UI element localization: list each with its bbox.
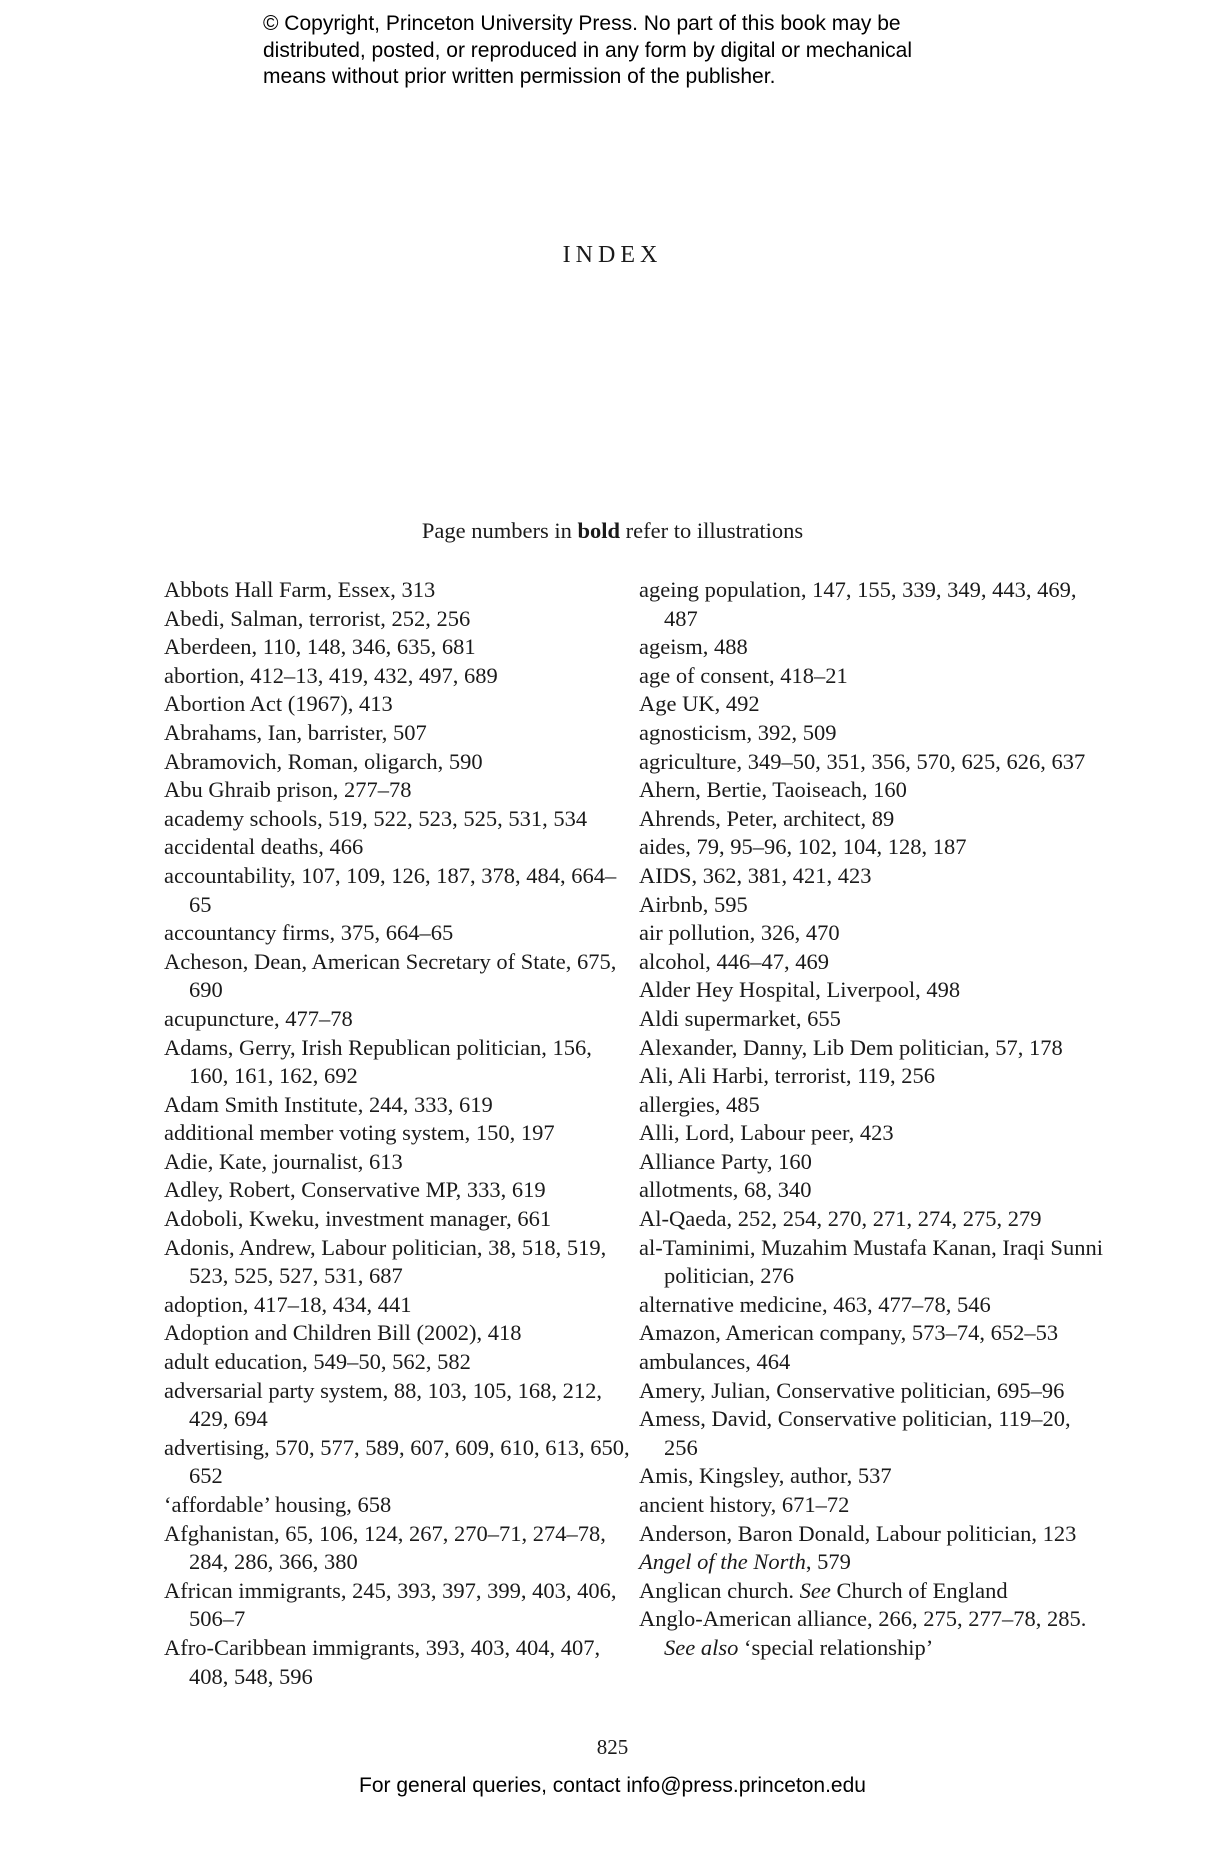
- index-entries-right: [639, 576, 1109, 1462]
- see-also-reference: See also: [664, 1634, 739, 1660]
- index-entry: Adam Smith Institute, 244, 333, 619: [164, 1091, 493, 1117]
- copyright-line: means without prior written permission of the publisher.: [263, 65, 776, 88]
- copyright-line: distributed, posted, or reproduced in any form by digital or mechanical: [263, 38, 913, 62]
- index-entry: Abrahams, Ian, barrister, 507: [164, 719, 427, 745]
- book-title: Angel of the North: [639, 1549, 806, 1575]
- index-entry: ‘affordable’ housing, 658: [164, 1492, 392, 1517]
- index-entry: adversarial party system, 88, 103, 105, 168, 212, 429, 694: [164, 1377, 603, 1432]
- index-entry: ancient history, 671–72: [639, 1492, 850, 1517]
- index-entry: academy schools, 519, 522, 523, 525, 531, 534: [164, 805, 588, 831]
- index-entry: Anglo-American alliance, 266, 275, 277–78, 285. See also ‘special relationship’: [639, 1606, 1087, 1660]
- index-entry: AIDS, 362, 381, 421, 423: [639, 862, 872, 888]
- index-entry: Adams, Gerry, Irish Republican politician, 156, 160, 161, 162, 692: [164, 1034, 592, 1089]
- index-entry: adoption, 417–18, 434, 441: [164, 1291, 412, 1317]
- index-entry: Ahern, Bertie, Taoiseach, 160: [639, 777, 907, 803]
- page-title: INDEX: [562, 242, 663, 268]
- index-entry: Anglican church. See Church of England: [639, 1577, 1008, 1603]
- index-entry: aides, 79, 95–96, 102, 104, 128, 187: [639, 834, 967, 860]
- index-entry: Anderson, Baron Donald, Labour politician, 123: [639, 1520, 1077, 1546]
- copyright-notice: [263, 11, 1023, 91]
- index-entry: abortion, 412–13, 419, 432, 497, 689: [164, 662, 498, 688]
- index-entry: alternative medicine, 463, 477–78, 546: [639, 1291, 991, 1317]
- index-entry: Ali, Ali Harbi, terrorist, 119, 256: [639, 1063, 936, 1089]
- index-entry: Alexander, Danny, Lib Dem politician, 57, 178: [639, 1034, 1063, 1060]
- index-entry: Amazon, American company, 573–74, 652–53: [639, 1320, 1059, 1346]
- index-entry: Abu Ghraib prison, 277–78: [164, 777, 412, 803]
- index-entry: ageism, 488: [639, 634, 748, 660]
- index-entry: Alli, Lord, Labour peer, 423: [639, 1120, 894, 1146]
- index-entry: Ahrends, Peter, architect, 89: [639, 805, 895, 831]
- index-column-right: [639, 576, 1109, 1663]
- note-bold: bold: [577, 518, 621, 543]
- index-entry: al-Taminimi, Muzahim Mustafa Kanan, Iraqi Sunni politician, 276: [639, 1234, 1103, 1289]
- see-reference: See: [799, 1577, 831, 1603]
- index-entry: African immigrants, 245, 393, 397, 399, 403, 406, 506–7: [164, 1577, 617, 1632]
- index-entry: Amis, Kingsley, author, 537: [639, 1463, 892, 1489]
- index-entry: accountancy firms, 375, 664–65: [164, 920, 454, 946]
- index-entry: Acheson, Dean, American Secretary of State, 675, 690: [164, 948, 617, 1003]
- index-entry: Age UK, 492: [639, 691, 760, 717]
- note-text: refer to illustrations: [620, 518, 804, 543]
- index-entry: Alder Hey Hospital, Liverpool, 498: [639, 977, 961, 1003]
- index-entry: agriculture, 349–50, 351, 356, 570, 625, 626, 637: [639, 748, 1086, 774]
- index-entry: Adoption and Children Bill (2002), 418: [164, 1320, 522, 1346]
- index-column-left: [164, 576, 634, 1691]
- index-entry: Aldi supermarket, 655: [639, 1005, 841, 1031]
- index-entry: ageing population, 147, 155, 339, 349, 443, 469, 487: [639, 577, 1077, 631]
- index-entry: accountability, 107, 109, 126, 187, 378, 484, 664–65: [164, 862, 617, 917]
- index-entry: Al-Qaeda, 252, 254, 270, 271, 274, 275, 279: [639, 1206, 1042, 1232]
- index-entry: additional member voting system, 150, 197: [164, 1120, 555, 1146]
- index-entry: Abortion Act (1967), 413: [164, 691, 393, 717]
- index-entry: ambulances, 464: [639, 1349, 791, 1375]
- index-entry: alcohol, 446–47, 469: [639, 948, 829, 974]
- index-entry: Amery, Julian, Conservative politician, 695–96: [639, 1377, 1065, 1403]
- index-entry: advertising, 570, 577, 589, 607, 609, 610, 613, 650, 652: [164, 1434, 630, 1489]
- index-note: [0, 518, 1225, 544]
- page-number: 825: [596, 1735, 629, 1759]
- index-entry: Afghanistan, 65, 106, 124, 267, 270–71, 274–78, 284, 286, 366, 380: [164, 1520, 606, 1575]
- index-entry: Abedi, Salman, terrorist, 252, 256: [164, 605, 471, 631]
- index-entry: air pollution, 326, 470: [639, 920, 840, 946]
- index-entry: age of consent, 418–21: [639, 662, 848, 688]
- index-entry: accidental deaths, 466: [164, 834, 364, 860]
- index-entry: Adonis, Andrew, Labour politician, 38, 518, 519, 523, 525, 527, 531, 687: [164, 1234, 607, 1289]
- copyright-line: © Copyright, Princeton University Press. No part of this book may be: [263, 12, 901, 35]
- contact-footer: For general queries, contact info@press.princeton.edu: [359, 1774, 866, 1797]
- index-entry: allotments, 68, 340: [639, 1177, 812, 1203]
- index-entry: Abramovich, Roman, oligarch, 590: [164, 748, 483, 774]
- index-entry: allergies, 485: [639, 1091, 760, 1117]
- index-entry: Afro-Caribbean immigrants, 393, 403, 404, 407, 408, 548, 596: [164, 1634, 601, 1689]
- index-entry: acupuncture, 477–78: [164, 1005, 353, 1031]
- index-entry: Adoboli, Kweku, investment manager, 661: [164, 1206, 552, 1232]
- index-entry: Aberdeen, 110, 148, 346, 635, 681: [164, 634, 476, 660]
- index-entry: Adley, Robert, Conservative MP, 333, 619: [164, 1177, 546, 1203]
- index-entry: Alliance Party, 160: [639, 1148, 812, 1174]
- index-entry: Adie, Kate, journalist, 613: [164, 1148, 403, 1174]
- index-entry: Abbots Hall Farm, Essex, 313: [164, 577, 436, 602]
- index-entry: adult education, 549–50, 562, 582: [164, 1349, 471, 1375]
- note-text: Page numbers in: [421, 518, 578, 543]
- index-entry: Airbnb, 595: [639, 891, 748, 917]
- index-entry: Amess, David, Conservative politician, 119–20, 256: [639, 1406, 1071, 1460]
- index-entry: Angel of the North, 579: [639, 1549, 851, 1575]
- index-entry: agnosticism, 392, 509: [639, 719, 837, 745]
